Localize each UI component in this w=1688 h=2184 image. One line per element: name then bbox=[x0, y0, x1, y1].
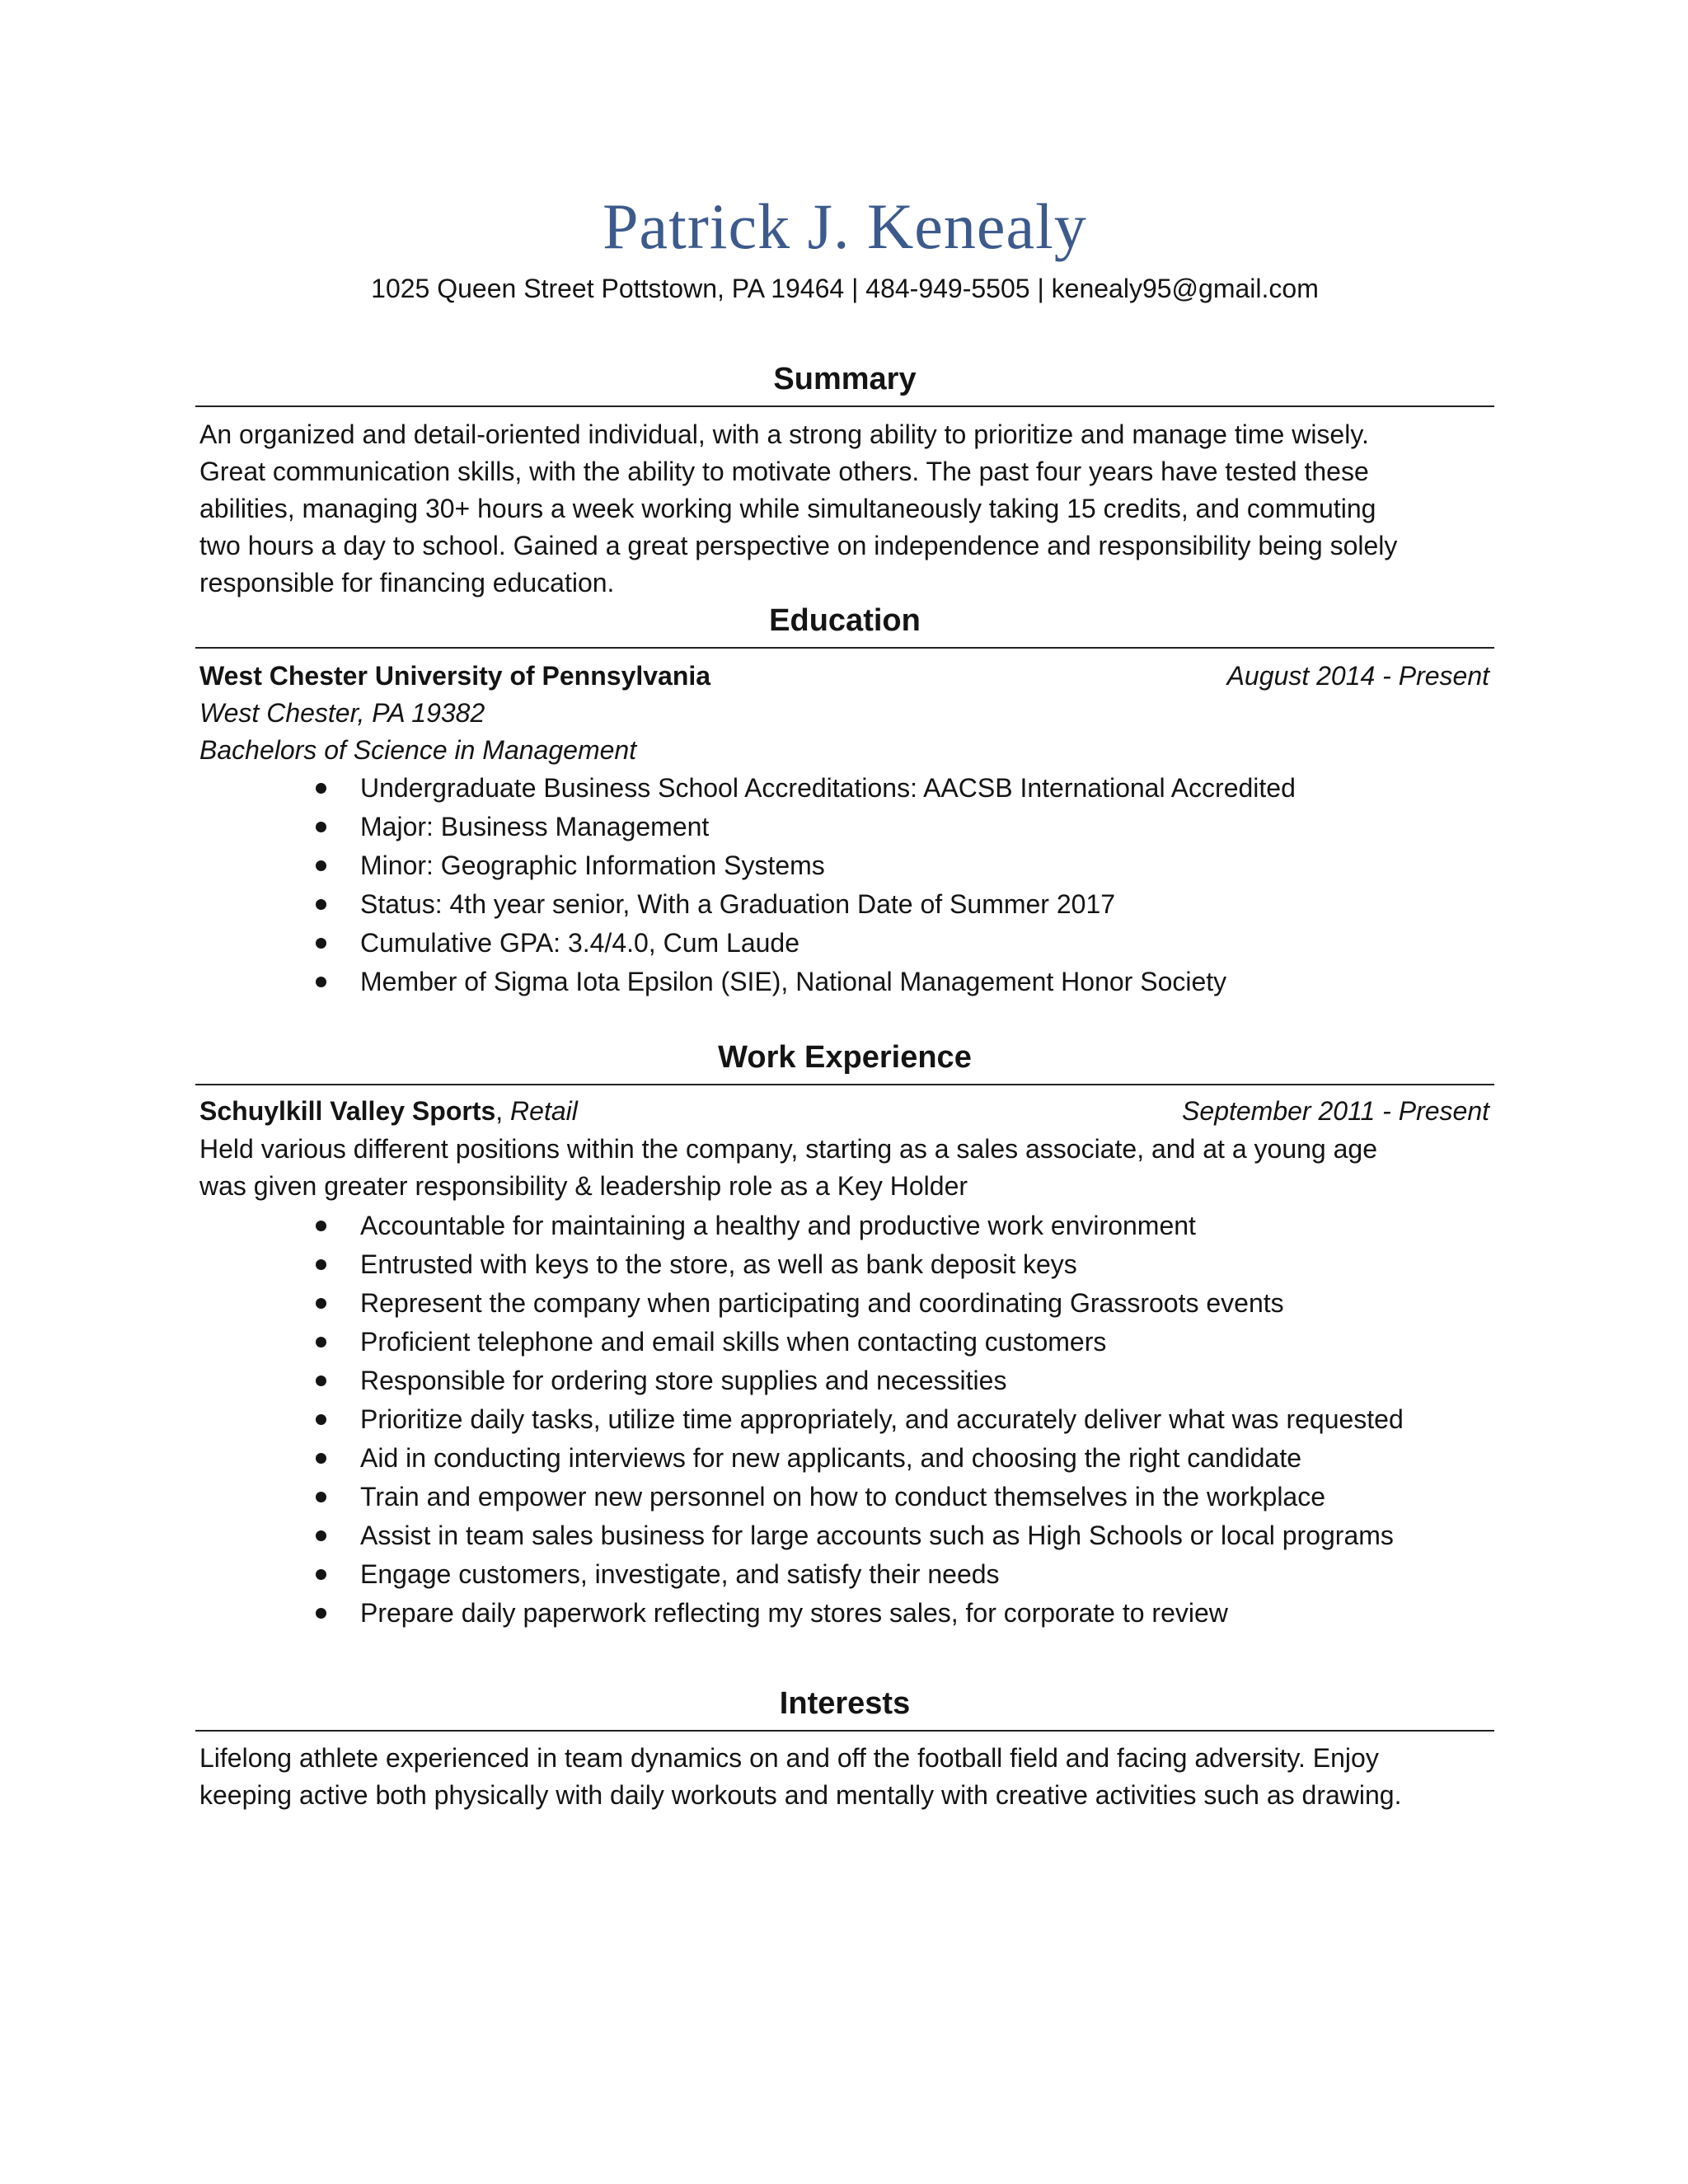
summary-heading: Summary bbox=[195, 361, 1494, 407]
summary-line: Great communication skills, with the ability to motivate others. The past four years have tested these bbox=[199, 457, 1369, 486]
bullet-icon bbox=[316, 1569, 326, 1580]
list-item: Entrusted with keys to the store, as well as bank deposit keys bbox=[195, 1245, 1404, 1284]
education-header-row bbox=[199, 658, 1489, 695]
bullet-icon bbox=[316, 860, 326, 871]
list-item: Assist in team sales business for large accounts such as High Schools or local programs bbox=[195, 1516, 1404, 1555]
work-dates: September 2011 - Present bbox=[1182, 1096, 1489, 1126]
degree: Bachelors of Science in Management bbox=[199, 735, 637, 765]
work-bullets bbox=[195, 1207, 1404, 1633]
list-item: Status: 4th year senior, With a Graduation Date of Summer 2017 bbox=[195, 885, 1296, 924]
school-location: West Chester, PA 19382 bbox=[199, 698, 485, 728]
bullet-icon bbox=[316, 977, 326, 987]
bullet-icon bbox=[316, 1221, 326, 1231]
summary-line: two hours a day to school. Gained a great perspective on independence and responsibility being solely bbox=[199, 531, 1398, 560]
list-item: Prioritize daily tasks, utilize time appropriately, and accurately deliver what was requested bbox=[195, 1400, 1404, 1439]
summary-line: responsible for financing education. bbox=[199, 568, 615, 598]
employer: Schuylkill Valley Sports, Retail bbox=[199, 1096, 578, 1126]
list-item: Train and empower new personnel on how to conduct themselves in the workplace bbox=[195, 1478, 1404, 1516]
industry: Retail bbox=[510, 1096, 578, 1126]
list-item: Responsible for ordering store supplies and necessities bbox=[195, 1361, 1404, 1400]
bullet-icon bbox=[316, 938, 326, 949]
list-item: Minor: Geographic Information Systems bbox=[195, 846, 1296, 885]
work-header-row bbox=[199, 1093, 1489, 1130]
bullet-icon bbox=[316, 1453, 326, 1464]
contact-line: 1025 Queen Street Pottstown, PA 19464 | 484-949-5505 | kenealy95@gmail.com bbox=[371, 274, 1319, 303]
list-item: Cumulative GPA: 3.4/4.0, Cum Laude bbox=[195, 924, 1296, 963]
summary-line: An organized and detail-oriented individual, with a strong ability to prioritize and manage time wisely. bbox=[199, 419, 1369, 449]
list-item: Major: Business Management bbox=[195, 808, 1296, 846]
list-item: Member of Sigma Iota Epsilon (SIE), National Management Honor Society bbox=[195, 963, 1296, 1001]
bullet-icon bbox=[316, 1259, 326, 1270]
education-heading: Education bbox=[195, 602, 1494, 649]
company-name: Schuylkill Valley Sports bbox=[199, 1096, 496, 1126]
bullet-icon bbox=[316, 1492, 326, 1502]
list-item: Undergraduate Business School Accreditations: AACSB International Accredited bbox=[195, 769, 1296, 808]
list-item: Proficient telephone and email skills when contacting customers bbox=[195, 1323, 1404, 1361]
list-item: Aid in conducting interviews for new applicants, and choosing the right candidate bbox=[195, 1439, 1404, 1478]
bullet-icon bbox=[316, 1376, 326, 1386]
education-bullets bbox=[195, 769, 1296, 1001]
resume-name: Patrick J. Kenealy bbox=[603, 190, 1087, 262]
summary-text bbox=[199, 416, 1493, 602]
bullet-icon bbox=[316, 1608, 326, 1619]
bullet-icon bbox=[316, 1337, 326, 1347]
list-item: Engage customers, investigate, and satisfy their needs bbox=[195, 1555, 1404, 1594]
bullet-icon bbox=[316, 899, 326, 910]
interests-text: Lifelong athlete experienced in team dynamics on and off the football field and facing adversity. Enjoy keeping active both physically with daily workouts and mentally with creative activities such as drawing. bbox=[199, 1743, 1402, 1810]
school-name: West Chester University of Pennsylvania bbox=[199, 661, 711, 691]
list-item: Accountable for maintaining a healthy and productive work environment bbox=[195, 1207, 1404, 1245]
list-item: Represent the company when participating and coordinating Grassroots events bbox=[195, 1284, 1404, 1323]
bullet-icon bbox=[316, 1530, 326, 1541]
work-description: Held various different positions within the company, starting as a sales associate, and at a young age was given greater responsibility & leadership role as a Key Holder bbox=[199, 1134, 1377, 1201]
interests-heading: Interests bbox=[195, 1685, 1494, 1732]
education-dates: August 2014 - Present bbox=[1226, 661, 1489, 691]
bullet-icon bbox=[316, 1414, 326, 1425]
bullet-icon bbox=[316, 1298, 326, 1309]
work-heading: Work Experience bbox=[195, 1039, 1494, 1085]
bullet-icon bbox=[316, 822, 326, 832]
summary-line: abilities, managing 30+ hours a week working while simultaneously taking 15 credits, and commuting bbox=[199, 494, 1376, 523]
list-item: Prepare daily paperwork reflecting my stores sales, for corporate to review bbox=[195, 1594, 1404, 1633]
bullet-icon bbox=[316, 783, 326, 794]
